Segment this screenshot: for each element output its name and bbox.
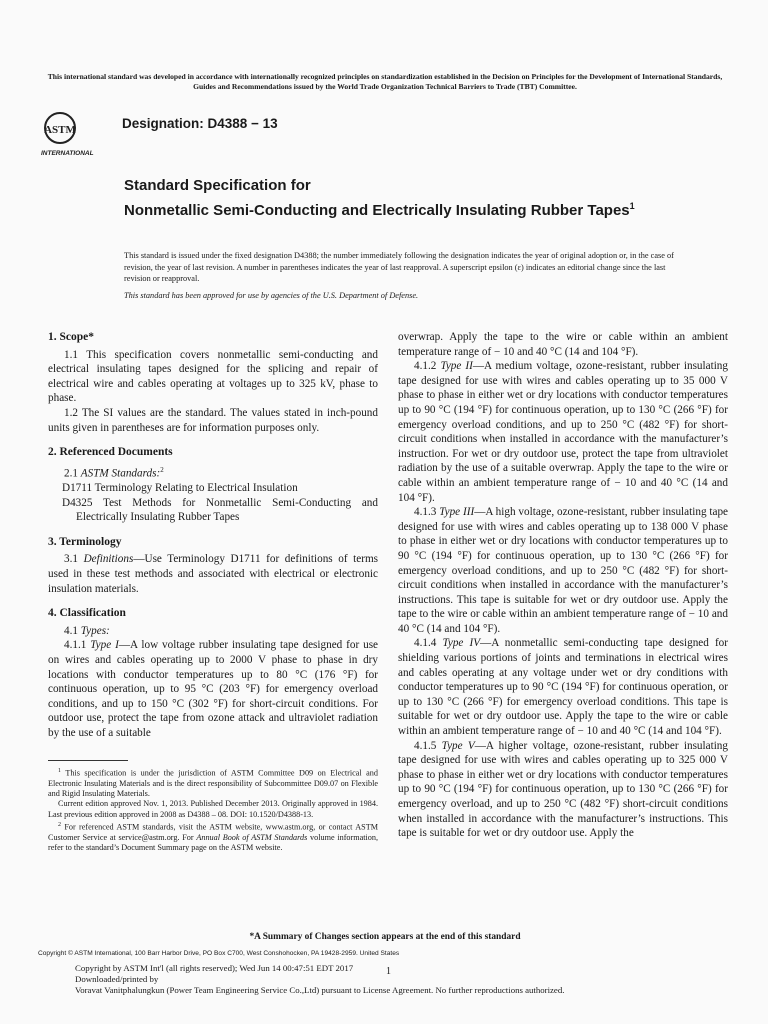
paragraph-4-1-2-num: 4.1.2 — [414, 360, 437, 373]
paragraph-4-1-1 — [48, 638, 378, 740]
paragraph-4-1-1-num: 4.1.1 — [64, 639, 87, 652]
stamp-line-3: Voravat Vanitphalungkun (Power Team Engineering Service Co.,Ltd) pursuant to License Agreement. No further reproductions authorized. — [75, 984, 565, 995]
title-prefix: Standard Specification for — [124, 177, 311, 194]
reference-d4325: D4325 Test Methods for Nonmetallic Semi-Conducting and Electrically Insulating Rubber Tapes — [62, 496, 378, 524]
footnote-2 — [48, 820, 378, 853]
astm-logo — [40, 110, 118, 158]
paragraph-2-1-sup: 2 — [160, 465, 164, 474]
right-column — [398, 330, 728, 841]
stamp-line-1: Copyright by ASTM Int'l (all rights reserved); Wed Jun 14 00:47:51 EDT 2017 — [75, 963, 354, 973]
left-column — [48, 330, 378, 741]
title-main — [124, 196, 684, 221]
paragraph-4-1-3 — [398, 505, 728, 636]
paragraph-3-1 — [48, 552, 378, 596]
designation: Designation: D4388 − 13 — [122, 116, 278, 131]
paragraph-4-1-1-text: —A low voltage rubber insulating tape designed for use on wires and cables operating up to 2000 V phase to phase in dry locations with conductor temperatures up to 80 °C (176 °F) for continuous operation, up to 95 °C (203 °F) for emergency overload conditions, and up to 150 °C (302 °F) for short-circuit conditions. For outdoor use, protect the tape from ozone attack and ultraviolet radiation by the use of a suitable — [48, 639, 379, 739]
paragraph-4-1-2-label: Type II — [440, 360, 473, 373]
reference-d1711: D1711 Terminology Relating to Electrical Insulation — [62, 482, 298, 495]
logo-subtext: INTERNATIONAL — [41, 150, 94, 157]
footnote-divider — [48, 760, 128, 761]
footnote-2-mark: 2 — [58, 821, 61, 828]
paragraph-4-1-5-text: —A higher voltage, ozone-resistant, rubber insulating tape designed for use with wires and cables operating up to 325 000 V phase to phase in either wet or dry locations with conductor temperatures up to 90 °C (194 °F) for continuous operation, up to 130 °C (266 °F) for emergency overload, and up to 250 °C (482 °F) short-circuit conditions when installed in accordance with the manufacturer’s instructions. This tape is suitable for wet or dry outdoor use. Apply the — [398, 739, 728, 840]
license-stamp — [75, 963, 695, 995]
standard-note: This standard is issued under the fixed designation D4388; the number immediately following the designation indicates the year of original adoption or, in the case of revision, the year of last revision. A number in parentheses indicates the year of last reapproval. A superscript epsilon (ε) indicates an editorial change since the last revision or reapproval. — [124, 251, 674, 283]
logo-text: ASTM — [44, 124, 76, 136]
paragraph-4-1-3-text: —A high voltage, ozone-resistant, rubber insulating tape designed for use with wires and cables operating up to 138 000 V phase to phase in either wet or dry locations with conductor temperatures up to 90 °C (194 °F) for continuous operation, up to 130 °C (266 °F) for emergency overload conditions, and up to 250 °C (482 °F) for short-circuit conditions when installed in accordance with the manufacturer’s instructions. This tape is suitable for wet or dry outdoor use. Apply the tape to the wire or cable within an ambient temperature range of − 10 and 40 °C (14 and 104 °F). — [398, 506, 729, 635]
paragraph-3-1-text: —Use Terminology D1711 for definitions of terms used in these test methods and associated with electrical or electronic insulation materials. — [48, 553, 378, 595]
document-title — [124, 176, 684, 221]
title-footnote-mark: 1 — [629, 201, 635, 211]
paragraph-4-1-5-label: Type V — [441, 739, 475, 752]
section-heading-classification: 4. Classification — [48, 607, 126, 620]
paragraph-4-1-3-label: Type III — [439, 506, 475, 519]
paragraph-2-1 — [48, 463, 378, 481]
paragraph-4-1-num: 4.1 — [64, 624, 78, 637]
paragraph-4-1-5 — [398, 739, 728, 841]
section-heading-referenced-documents: 2. Referenced Documents — [48, 446, 173, 459]
paragraph-4-1-4-label: Type IV — [442, 637, 481, 650]
paragraph-4-1-1-label: Type I — [90, 639, 119, 652]
paragraph-1-2: 1.2 The SI values are the standard. The values stated in inch-pound units given in parentheses are for information purposes only. — [48, 406, 378, 434]
paragraph-3-1-label: Definitions — [83, 553, 134, 566]
approval-note: This standard has been approved for use by agencies of the U.S. Department of Defense. — [124, 291, 419, 300]
paragraph-4-1-2-text: —A medium voltage, ozone-resistant, rubber insulating tape designed for use with wires and cables operating up to 35 000 V phase to phase in either wet or dry locations with conductor temperatures up to 90 °C (194 °F) for continuous operation, up to 130 °C (266 °F) for emergency overload conditions, and up to 250 °C (482 °F) for short-circuit conditions when installed in accordance with the manufacturer’s instruction. For wet or dry outdoor use, protect the tape from ultraviolet radiation by the use of a suitable overwrap. Apply the tape to the wire or cable within an ambient temperature range of − 10 and 40 °C (14 and 104 °F). — [398, 360, 728, 504]
paragraph-4-1-4 — [398, 636, 728, 738]
footnotes — [48, 766, 378, 853]
paragraph-4-1-4-num: 4.1.4 — [414, 637, 437, 650]
paragraph-1-1: 1.1 This specification covers nonmetallic semi-conducting and electrical insulating tapes designed for the splicing and repair of electrical wire and cables operating at voltages up to 325 kV, phase to phase. — [48, 348, 378, 405]
footnote-1-text: This specification is under the jurisdiction of ASTM Committee D09 on Electrical and Electronic Insulating Materials and is the direct responsibility of Subcommittee D09.07 on Flexible and Rigid Insulating Materials. — [48, 768, 378, 799]
paragraph-4-1-2 — [398, 359, 728, 505]
paragraph-4-1-5-num: 4.1.5 — [414, 739, 437, 752]
stamp-line-2: Downloaded/printed by — [75, 973, 159, 984]
paragraph-3-1-num: 3.1 — [64, 553, 78, 566]
footnote-2-book-title: Annual Book of ASTM Standards — [196, 832, 308, 842]
paragraph-4-1-4-text: —A nonmetallic semi-conducting tape designed for shielding various portions of joints and terminations in electrical wires and cables operating at any voltage under wet or dry conditions with conductor temperatures up to 90 °C (194 °F) for continuous operation, or up to 130 °C (266 °F) for emergency overload conditions. This tape is suitable for wet or dry outdoor use. Apply the tape to the wire or cable within an ambient temperature range of − 10 and 40 °C (14 and 104 °F). — [398, 637, 728, 738]
paragraph-4-1-3-num: 4.1.3 — [414, 506, 437, 519]
paragraph-4-1-label: Types: — [80, 624, 110, 637]
page-number: 1 — [386, 966, 391, 977]
title-main-text: Nonmetallic Semi-Conducting and Electrically Insulating Rubber Tapes — [124, 202, 630, 219]
tbt-notice: This international standard was developed in accordance with internationally recognized principles on standardization established in the Decision on Principles for the Development of International Standards, Guides and Recommendations issued by the World Trade Organization Technical Barriers to Trade (TBT) Committee. — [47, 72, 723, 91]
section-heading-scope: 1. Scope* — [48, 331, 94, 343]
footnote-1-mark: 1 — [58, 768, 61, 774]
footnote-2-text-a: For referenced ASTM standards, visit the ASTM website, www.astm.org, or contact ASTM Customer Service at service@astm.org. For — [48, 822, 379, 842]
paragraph-2-1-num: 2.1 — [64, 467, 78, 480]
copyright-line: Copyright © ASTM International, 100 Barr Harbor Drive, PO Box C700, West Conshohocken, PA 19428-2959. United States — [38, 950, 400, 957]
paragraph-4-1 — [48, 624, 378, 639]
footnote-2-text-c: volume information, refer to the standard’s Document Summary page on the ASTM website. — [48, 832, 379, 852]
section-heading-terminology: 3. Terminology — [48, 535, 122, 548]
summary-of-changes-note: *A Summary of Changes section appears at the end of this standard — [249, 932, 521, 942]
paragraph-2-1-label: ASTM Standards: — [80, 467, 161, 480]
footnote-1 — [48, 766, 378, 799]
paragraph-continuation: overwrap. Apply the tape to the wire or cable within an ambient temperature range of − 10 and 40 °C (14 and 104 °F). — [398, 331, 728, 358]
footnote-1-edition: Current edition approved Nov. 1, 2013. Published December 2013. Originally approved in 1984. Last previous edition approved in 2008 as D4388 – 08. DOI: 10.1520/D4388-13. — [48, 799, 378, 819]
